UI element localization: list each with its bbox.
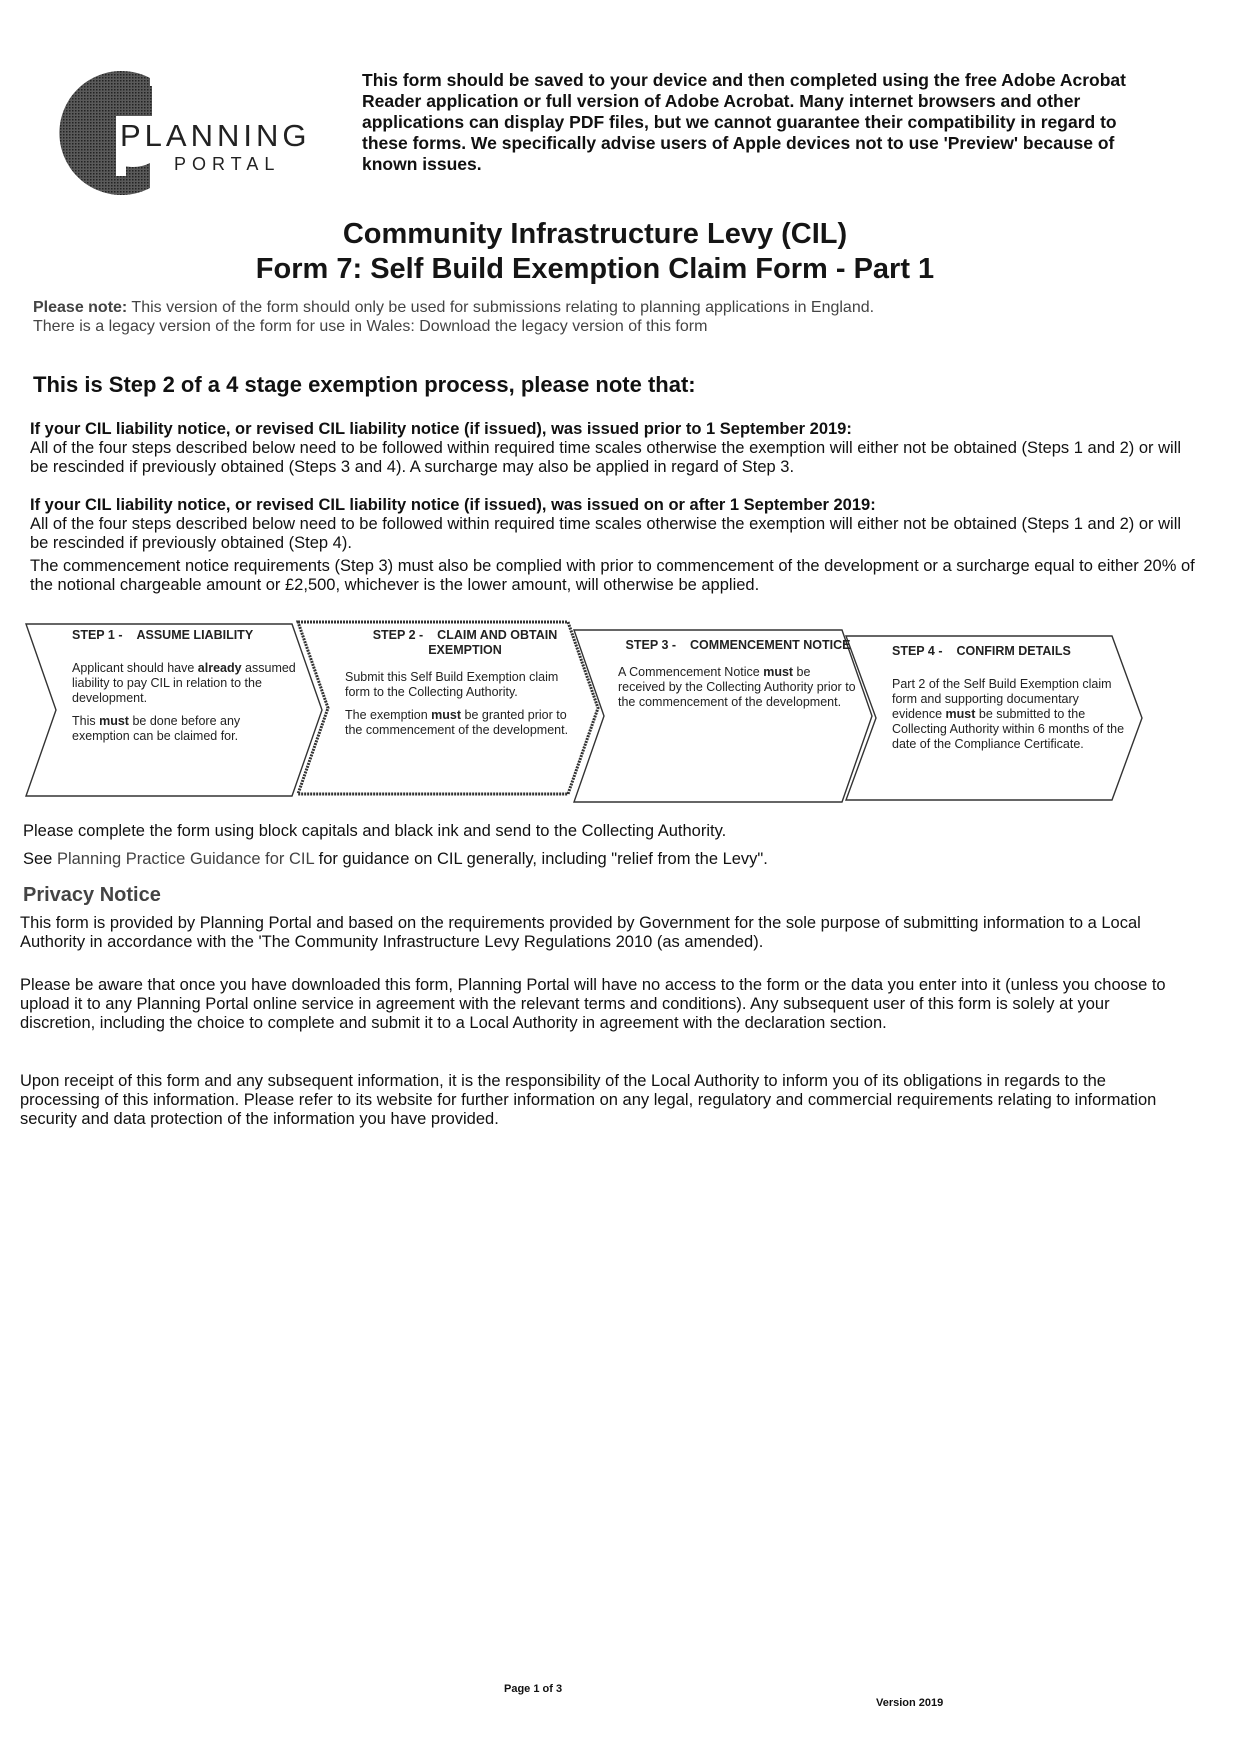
privacy-paragraph-3: Upon receipt of this form and any subsequent information, it is the responsibility of the Local Authority to inform you of its obligations in regards to the processing of this information. Please refer to its website for further information on any legal, regulatory and commercial requirements relating to information security and data protection of the information you have provided. [20, 1072, 1157, 1128]
condition-after-body: All of the four steps described below need to be followed within required time scales otherwise the exemption will either not be obtained (Steps 1 and 2) or will be rescinded if previously obtained (Step 4). [30, 515, 1182, 552]
step-2-number: STEP 2 - [372, 628, 424, 642]
scope-note-label: Please note: [33, 299, 128, 316]
guidance-reference [23, 850, 768, 869]
step-4-number: STEP 4 - [892, 644, 943, 658]
planning-portal-logo [30, 68, 330, 193]
privacy-heading: Privacy Notice [23, 884, 161, 906]
step-3 [618, 638, 858, 718]
step-1-emphasis: already [197, 661, 242, 675]
step-3-text: A Commencement Notice [618, 665, 764, 679]
legacy-note-text: There is a legacy version of the form for use in Wales: [33, 318, 415, 335]
guidance-link[interactable]: Planning Practice Guidance for CIL [56, 850, 315, 868]
step-2-title: CLAIM AND OBTAIN EXEMPTION [428, 628, 558, 657]
form-title-line1: Community Infrastructure Levy (CIL) [342, 218, 848, 250]
guidance-rest: for guidance on CIL generally, including "relief from the Levy". [318, 850, 768, 868]
form-title-line2: Form 7: Self Build Exemption Claim Form - Part 1 [255, 253, 935, 285]
step-3-emphasis: must [763, 665, 794, 679]
step-4 [892, 644, 1132, 760]
step-heading: This is Step 2 of a 4 stage exemption process, please note that: [33, 372, 696, 397]
guidance-see: See [23, 850, 53, 868]
step-2 [345, 628, 585, 746]
step-1-title: ASSUME LIABILITY [136, 628, 254, 642]
condition-before-heading: If your CIL liability notice, or revised CIL liability notice (if issued), was issued prior to 1 September 2019: [30, 420, 852, 438]
logo-word-portal: PORTAL [174, 154, 281, 174]
completion-instruction: Please complete the form using block capitals and black ink and send to the Collecting Authority. [23, 822, 727, 840]
privacy-paragraph-2: Please be aware that once you have downloaded this form, Planning Portal will have no access to the form or the data you enter into it (unless you choose to upload it to any Planning Portal online service in agreement with the relevant terms and conditions). Any subsequent user of this form is solely at your discretion, including the choice to complete and submit it to a Local Authority in agreement with the declaration section. [20, 976, 1166, 1032]
step-1-note-emphasis: must [99, 714, 129, 728]
condition-after-heading: If your CIL liability notice, or revised CIL liability notice (if issued), was issued on or after 1 September 2019: [30, 496, 876, 514]
step-1-note: This [72, 714, 100, 728]
privacy-paragraph-1: This form is provided by Planning Portal and based on the requirements provided by Government for the sole purpose of submitting information to a Local Authority in accordance with the 'The Community Infrastructure Levy Regulations 2010 (as amended). [20, 914, 1141, 951]
commencement-note: The commencement notice requirements (Step 3) must also be complied with prior to commencement of the development or a surcharge equal to either 20% of the notional chargeable amount or £2,500, whichever is the lower amount, will otherwise be applied. [30, 557, 1195, 594]
step-4-text: Part 2 of the Self Build Exemption claim form and supporting documentary evidence [892, 677, 1112, 721]
condition-before-body: All of the four steps described below need to be followed within required time scales otherwise the exemption will either not be obtained (Steps 1 and 2) or will be rescinded if previously obtained (Steps 3 and 4). A surcharge may also be applied in regard of Step 3. [30, 439, 1182, 476]
logo-word-planning: PLANNING [120, 118, 311, 153]
legacy-download-link[interactable]: Download the legacy version of this form [419, 318, 708, 335]
step-2-text: Submit this Self Build Exemption claim form to the Collecting Authority. [345, 670, 559, 699]
step-2-note-rest: be granted prior to the commencement of the development. [345, 708, 569, 737]
step-2-note: The exemption [345, 708, 432, 722]
scope-note-text: This version of the form should only be used for submissions relating to planning applications in England. [131, 299, 875, 316]
step-4-title: CONFIRM DETAILS [956, 644, 1071, 658]
step-1-number: STEP 1 - [72, 628, 123, 642]
step-4-emphasis: must [945, 707, 976, 721]
step-1-text-rest: assumed liability to pay CIL in relation to the development. [72, 661, 296, 705]
step-1 [72, 628, 300, 752]
step-3-title: COMMENCEMENT NOTICE [690, 638, 851, 652]
steps-diagram [20, 618, 1150, 804]
step-3-text-rest: be received by the Collecting Authority prior to the commencement of the development. [618, 665, 856, 709]
scope-note [33, 298, 1193, 336]
step-1-text: Applicant should have [72, 661, 198, 675]
step-4-text-rest: be submitted to the Collecting Authority within 6 months of the date of the Compliance Certificate. [892, 707, 1125, 751]
step-1-note-rest: be done before any exemption can be claimed for. [72, 714, 241, 743]
header-notice: This form should be saved to your device and then completed using the free Adobe Acrobat Reader application or full version of Adobe Acrobat. Many internet browsers and other applications can display PDF files, but we cannot guarantee their compatibility in regard to these forms. We specifically advise users of Apple devices not to use 'Preview' because of known issues. [362, 70, 1126, 174]
step-2-note-emphasis: must [431, 708, 462, 722]
step-3-number: STEP 3 - [625, 638, 677, 652]
page-number: Page 1 of 3 [504, 1683, 563, 1695]
version-label: Version 2019 [876, 1697, 944, 1709]
